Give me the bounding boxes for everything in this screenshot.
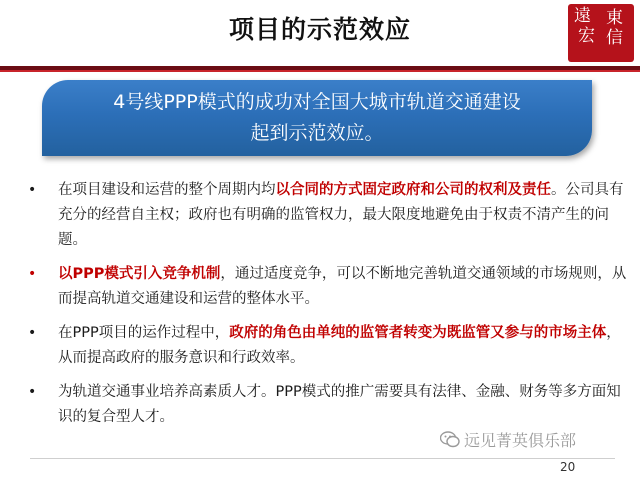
logo-char-4: 信	[606, 28, 623, 48]
header-rule-red	[0, 70, 640, 72]
bullet-marker: •	[28, 384, 37, 400]
slide-title: 项目的示范效应	[228, 15, 411, 44]
watermark	[440, 428, 576, 451]
bullet-text: ，从而提高政府的服务意识和行政效率。	[58, 325, 621, 366]
bullet-highlight: 以PPP模式引入竞争机制	[58, 266, 221, 282]
bullet-text: ，通过适度竞争，可以不断地完善轨道交通领域的市场规则，从而提高轨道交通建设和运营的整体水平。	[58, 266, 627, 307]
bullet-text: 在PPP项目的运作过程中，	[58, 325, 230, 341]
callout-line-2: 起到示范效应。	[250, 122, 384, 144]
logo-char-2: 東	[606, 8, 623, 28]
callout-line-1: 4号线PPP模式的成功对全国大城市轨道交通建设	[113, 91, 521, 113]
bullet-item	[28, 321, 628, 371]
company-logo	[568, 4, 634, 62]
callout-box	[42, 80, 592, 156]
footer-divider	[30, 458, 615, 459]
logo-char-1: 遠	[574, 6, 591, 26]
bullet-text: 在项目建设和运营的整个周期内均	[58, 182, 276, 198]
bullet-item	[28, 262, 628, 312]
watermark-text: 远见菁英俱乐部	[464, 431, 577, 450]
logo-char-3: 宏	[578, 26, 595, 46]
bullet-highlight: 以合同的方式固定政府和公司的权利及责任	[275, 182, 551, 198]
wechat-icon	[440, 431, 460, 448]
bullet-item	[28, 380, 628, 430]
bullet-highlight: 政府的角色由单纯的监管者转变为既监管又参与的市场主体	[229, 325, 607, 341]
bullet-marker: •	[28, 325, 37, 341]
bullet-item	[28, 178, 628, 253]
bullet-marker: •	[28, 182, 37, 198]
bullet-text: 为轨道交通事业培养高素质人才。PPP模式的推广需要具有法律、金融、财务等多方面知识的复合型人才。	[58, 384, 621, 425]
bullet-list	[28, 178, 628, 439]
page-number: 20	[560, 460, 576, 474]
bullet-text: 。公司具有充分的经营自主权；政府也有明确的监管权力，最大限度地避免由于权责不清产生的问题。	[58, 182, 624, 248]
bullet-marker: •	[28, 266, 37, 282]
